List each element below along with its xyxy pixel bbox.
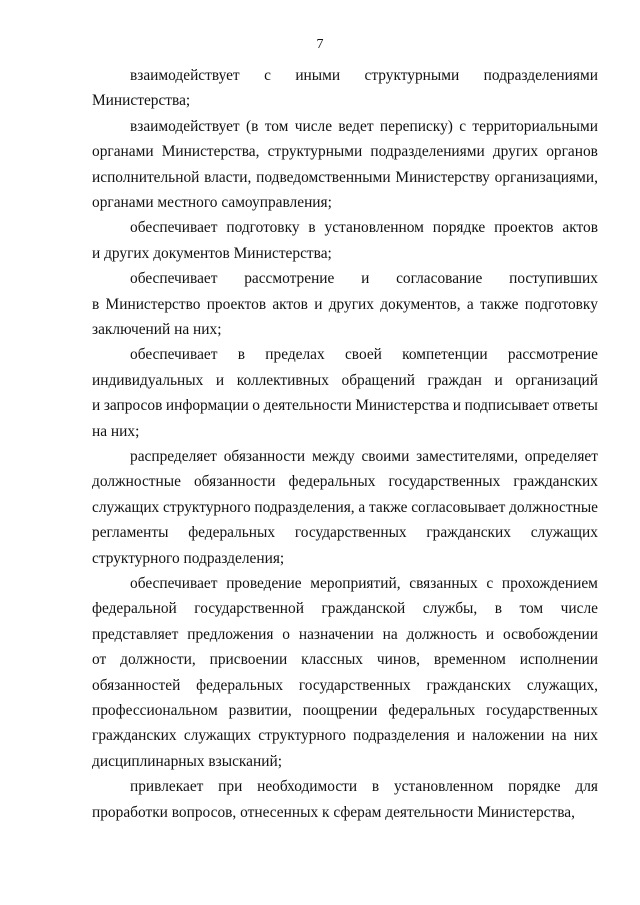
word: также [368,498,408,516]
text-line [92,396,598,416]
word: регламенты [92,524,169,542]
word: на [382,625,398,643]
word: классных [301,651,364,669]
word: числе [560,600,598,618]
word: обеспечивает [130,575,218,592]
word: и [456,727,465,745]
text-line: проработки вопросов, отнесенных к сферам деятельности Министерства, [92,803,575,821]
word: согласование [396,270,483,288]
word: обязанности [223,448,306,465]
word: своей [344,346,382,364]
word: подведомственными [256,168,391,186]
word: своими [361,448,410,465]
word: и [92,397,101,415]
text-line [130,447,598,467]
text-line [92,472,598,492]
word: государственной [194,600,304,618]
word: структурными [267,143,363,161]
word: проведение [226,575,302,592]
word: документов, [380,295,461,313]
word: компетенции [402,346,488,364]
word: и [452,397,462,415]
text-line: дисциплинарных взысканий; [92,752,282,770]
word: временном [433,651,506,669]
word: профессиональном [92,702,218,719]
text-line [92,498,598,518]
word: ответы [552,397,598,415]
word: структурного [258,727,346,745]
word: проектов [494,219,554,237]
word: мероприятий, [310,575,401,592]
word: рассмотрение [507,346,598,364]
word: актов [272,295,308,313]
word: в [308,219,316,237]
text-line [92,142,598,162]
text-line: органами местного самоуправления; [92,194,332,211]
word: федеральных [388,702,476,719]
word: обеспечивает [130,346,218,364]
word: служащих [92,498,160,516]
word: обеспечивает [130,270,218,288]
word: о [282,625,290,643]
word: установленном [393,778,494,796]
text-line [92,599,598,619]
text-line: Министерства; [92,92,191,110]
word: федеральных [196,676,284,694]
word: между [311,448,355,465]
word: Министерства, [161,143,260,161]
word: необходимости [257,778,358,796]
word: структурными [364,67,460,84]
word: организаций [515,371,598,389]
word: переписку) [379,117,453,135]
text-line [130,574,598,594]
text-line [92,295,598,315]
text-line [130,345,598,365]
word: присвоении [209,651,288,669]
text-line [92,371,598,391]
word: должность [406,625,478,643]
word: а [358,498,366,516]
word: (в [245,117,259,135]
word: определяет [524,448,598,465]
word: подготовку [226,219,300,237]
text-line [92,523,598,543]
word: других [328,295,374,313]
word: государственных [294,524,407,542]
text-line [130,117,598,137]
word: актов [562,219,598,237]
word: граждан [427,371,482,389]
text-line: структурного подразделения; [92,549,285,567]
word: должностные [509,498,598,516]
word: от [92,651,107,669]
word: на [551,727,567,745]
word: подразделения [353,727,450,745]
word: должности, [120,651,196,669]
word: обеспечивает [130,219,218,237]
word: обращений [341,371,415,389]
word: в [494,600,503,618]
word: с [486,575,494,592]
word: запросов [103,397,163,415]
word: гражданских [92,727,177,745]
word: деятельности [263,397,352,415]
word: предложения [187,625,274,643]
word: подготовку [524,295,598,313]
word: государственных [298,676,411,694]
word: них [573,727,598,745]
word: гражданских [426,524,511,542]
word: власти, [204,168,252,186]
text-line [130,777,598,797]
word: наложении [472,727,545,745]
page-number: 7 [316,37,324,52]
word: числе [294,117,333,135]
word: согласовывает [411,498,506,516]
word: и [215,371,225,389]
text-line [130,218,598,238]
word: взаимодействует [130,117,240,135]
word: с [459,117,467,135]
word: подписывает [464,397,550,415]
text-line [130,269,598,289]
word: представляет [92,625,179,643]
word: том [519,600,544,618]
word: Министерство [105,295,201,313]
word: проектов [206,295,267,313]
text-line [92,168,598,188]
word: прохождением [501,575,598,592]
word: освобождении [503,625,598,643]
word: обязанности [193,473,276,491]
text-line [92,625,598,645]
word: индивидуальных [92,371,204,389]
word: ведет [338,117,374,135]
word: взаимодействует [130,67,240,84]
word: гражданских [513,473,598,491]
text-line [92,701,598,721]
word: порядке [432,219,486,237]
text-line [92,650,598,670]
word: Министерства [355,397,450,415]
word: федеральных [188,524,276,542]
text-line: и других документов Министерства; [92,244,332,262]
word: государственных [388,473,501,491]
word: территориальными [472,117,598,135]
word: структурного [163,498,251,516]
word: подразделения, [254,498,355,516]
word: и [485,625,495,643]
word: органов [546,143,598,161]
word: установленном [324,219,424,237]
word: служащих [183,727,252,745]
word: назначении [298,625,374,643]
word: распределяет [130,448,217,465]
word: поощрении [302,702,378,719]
text-line [130,66,598,86]
word: информации [165,397,249,415]
word: федеральных [288,473,376,491]
word: связанных [409,575,478,592]
word: пределах [265,346,325,364]
text-line: заключений на них; [92,321,222,338]
word: органами [92,143,154,161]
word: развитии, [228,702,292,719]
word: службы, [422,600,478,618]
word: а [466,295,474,313]
word: привлекает [130,778,204,796]
text-line [92,676,598,696]
word: служащих, [526,676,598,694]
word: в [371,778,380,796]
word: подразделениями [370,143,485,161]
word: исполнительной [92,168,200,186]
word: для [575,778,598,796]
word: и [314,295,323,313]
word: других [492,143,539,161]
word: в [92,295,100,313]
word: также [479,295,519,313]
word: обязанностей [92,676,181,694]
word: подразделениями [483,67,598,84]
word: порядке [508,778,561,796]
word: организациями, [494,168,598,186]
word: гражданской [321,600,406,618]
word: поступивших [509,270,598,288]
word: должностные [92,473,181,491]
word: о [252,397,260,415]
word: иными [295,67,341,84]
word: государственных [486,702,598,719]
word: том [264,117,289,135]
word: чинов, [376,651,420,669]
word: служащих [530,524,598,542]
word: федеральной [92,600,177,618]
word: заместителями, [416,448,518,465]
word: и [361,270,370,288]
word: и [494,371,503,389]
word: коллективных [236,371,329,389]
word: Министерству [395,168,490,186]
word: рассмотрение [244,270,335,288]
text-line [92,726,598,746]
text-line: на них; [92,422,140,440]
word: исполнении [519,651,598,669]
word: при [218,778,243,796]
word: в [237,346,246,364]
word: гражданских [426,676,512,694]
word: с [264,67,271,84]
